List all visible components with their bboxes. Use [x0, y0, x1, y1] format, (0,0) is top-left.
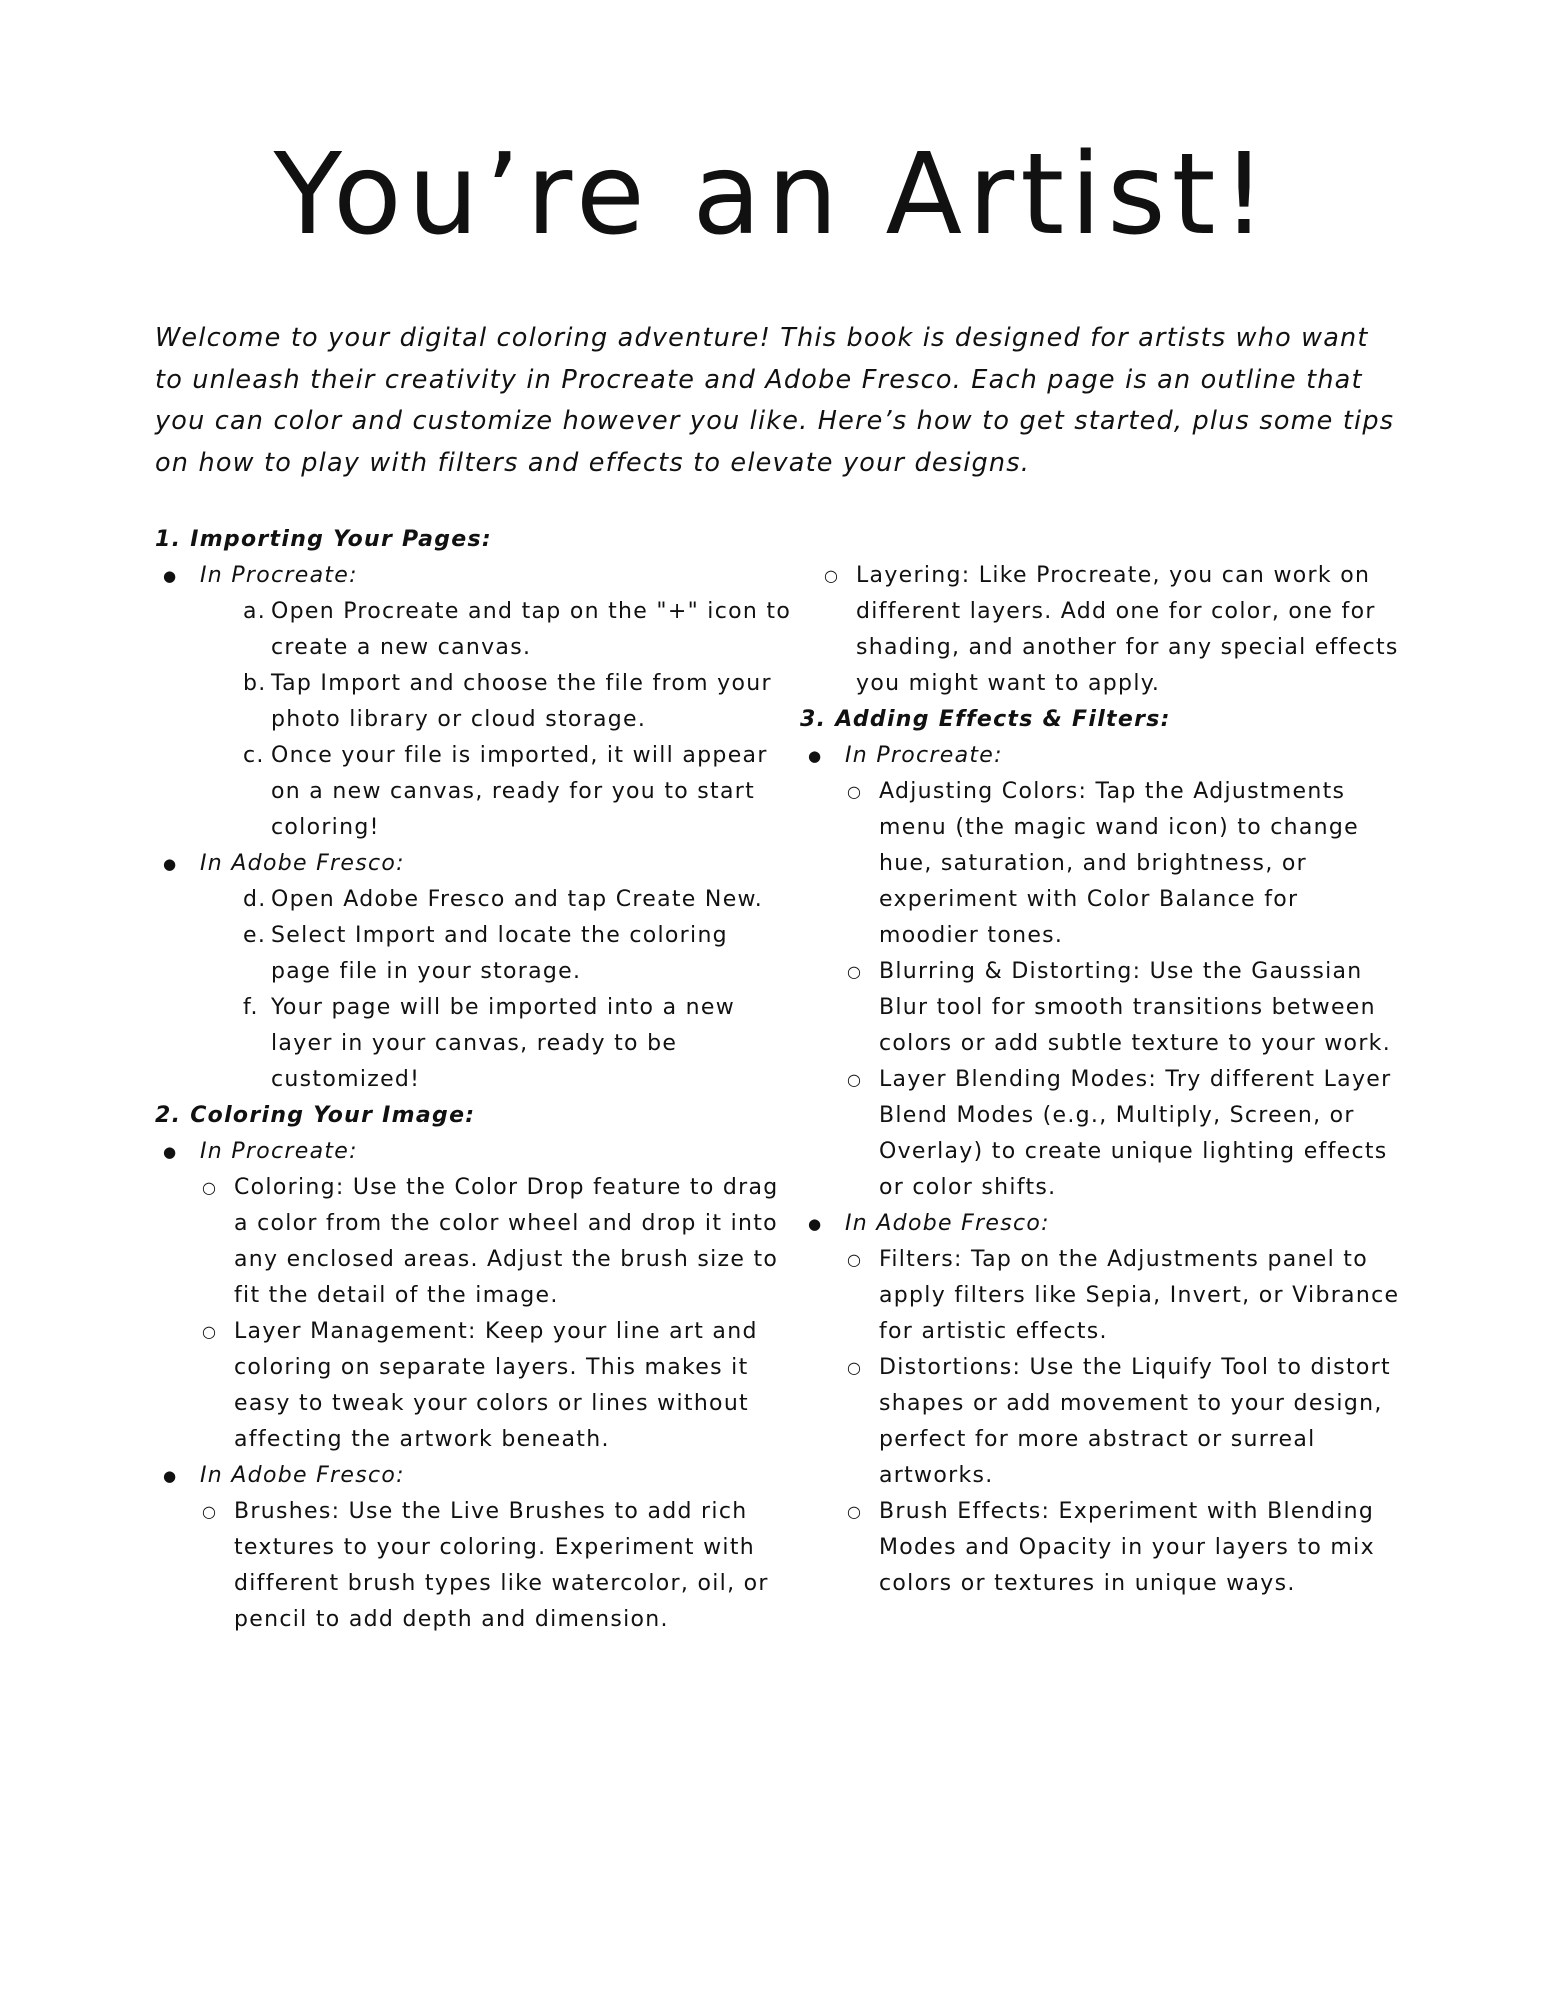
list-item [243, 594, 795, 666]
step-text: Select Import and locate the coloring page file in your storage. [271, 923, 728, 984]
step-text: Open Procreate and tap on the "+" icon to create a new canvas. [271, 599, 792, 660]
list-item: ○ Filters: Tap on the Adjustments panel to apply filters like Sepia, Invert, or Vibrance for artistic effects. [845, 1242, 1400, 1350]
coloring-fresco-tips [155, 1494, 795, 1638]
effects-fresco-tips [800, 1242, 1400, 1602]
step-marker: a. [243, 599, 267, 624]
coloring-fresco-tips-continued [800, 558, 1400, 702]
list-item [243, 882, 795, 918]
step-text: Tap Import and choose the file from your photo library or cloud storage. [271, 671, 772, 732]
list-item [243, 666, 795, 738]
intro-paragraph: Welcome to your digital coloring adventure! This book is designed for artists who want to unleash their creativity in Procreate and Adobe Fresco. Each page is an outline that you can color and customize however you like. Here’s how to get started, plus some tips on how to play with filters and effects to elevate your designs. [155, 323, 1395, 478]
list-item: ○ Brushes: Use the Live Brushes to add rich textures to your coloring. Experiment with different brush types like watercolor, oil, or pencil to add depth and dimension. [200, 1494, 795, 1638]
platform-label-fresco: ● In Adobe Fresco: [800, 1206, 1400, 1242]
list-item [243, 738, 795, 846]
platform-label-fresco: ● In Adobe Fresco: [155, 846, 795, 882]
list-item: ○ Brush Effects: Experiment with Blending Modes and Opacity in your layers to mix colors or textures in unique ways. [845, 1494, 1400, 1602]
platform-label-procreate: ● In Procreate: [155, 1134, 795, 1170]
list-item: ○ Coloring: Use the Color Drop feature to drag a color from the color wheel and drop it into any enclosed areas. Adjust the brush size to fit the detail of the image. [200, 1170, 795, 1314]
list-item: ○ Layering: Like Procreate, you can work on different layers. Add one for color, one for shading, and another for any special effects you might want to apply. [822, 558, 1400, 702]
list-item [243, 990, 795, 1098]
section-heading-importing: 1. Importing Your Pages: [155, 527, 492, 552]
step-marker: d. [243, 887, 267, 912]
list-item: ○ Blurring & Distorting: Use the Gaussian Blur tool for smooth transitions between colors or add subtle texture to your work. [845, 954, 1400, 1062]
import-procreate-steps [155, 594, 795, 846]
list-item [243, 918, 795, 990]
left-column [155, 522, 795, 1638]
section-heading-effects: 3. Adding Effects & Filters: [800, 707, 1171, 732]
list-item: ○ Layer Management: Keep your line art and coloring on separate layers. This makes it easy to tweak your colors or lines without affecting the artwork beneath. [200, 1314, 795, 1458]
step-marker: f. [243, 995, 259, 1020]
list-item: ○ Distortions: Use the Liquify Tool to distort shapes or add movement to your design, perfect for more abstract or surreal artworks. [845, 1350, 1400, 1494]
step-text: Your page will be imported into a new layer in your canvas, ready to be customized! [271, 995, 736, 1092]
platform-label-fresco: ● In Adobe Fresco: [155, 1458, 795, 1494]
page-title: You’re an Artist! [273, 130, 1273, 260]
list-item: ○ Layer Blending Modes: Try different Layer Blend Modes (e.g., Multiply, Screen, or Overlay) to create unique lighting effects or color shifts. [845, 1062, 1400, 1206]
right-column [800, 558, 1400, 1602]
step-marker: e. [243, 923, 267, 948]
step-text: Open Adobe Fresco and tap Create New. [271, 887, 764, 912]
coloring-procreate-tips [155, 1170, 795, 1458]
list-item: ○ Adjusting Colors: Tap the Adjustments menu (the magic wand icon) to change hue, saturation, and brightness, or experiment with Color Balance for moodier tones. [845, 774, 1400, 954]
step-marker: c. [243, 743, 265, 768]
platform-label-procreate: ● In Procreate: [155, 558, 795, 594]
section-heading-coloring: 2. Coloring Your Image: [155, 1103, 476, 1128]
step-text: Once your file is imported, it will appear on a new canvas, ready for you to start coloring! [271, 743, 768, 840]
effects-procreate-tips [800, 774, 1400, 1206]
import-fresco-steps [155, 882, 795, 1098]
platform-label-procreate: ● In Procreate: [800, 738, 1400, 774]
step-marker: b. [243, 671, 267, 696]
